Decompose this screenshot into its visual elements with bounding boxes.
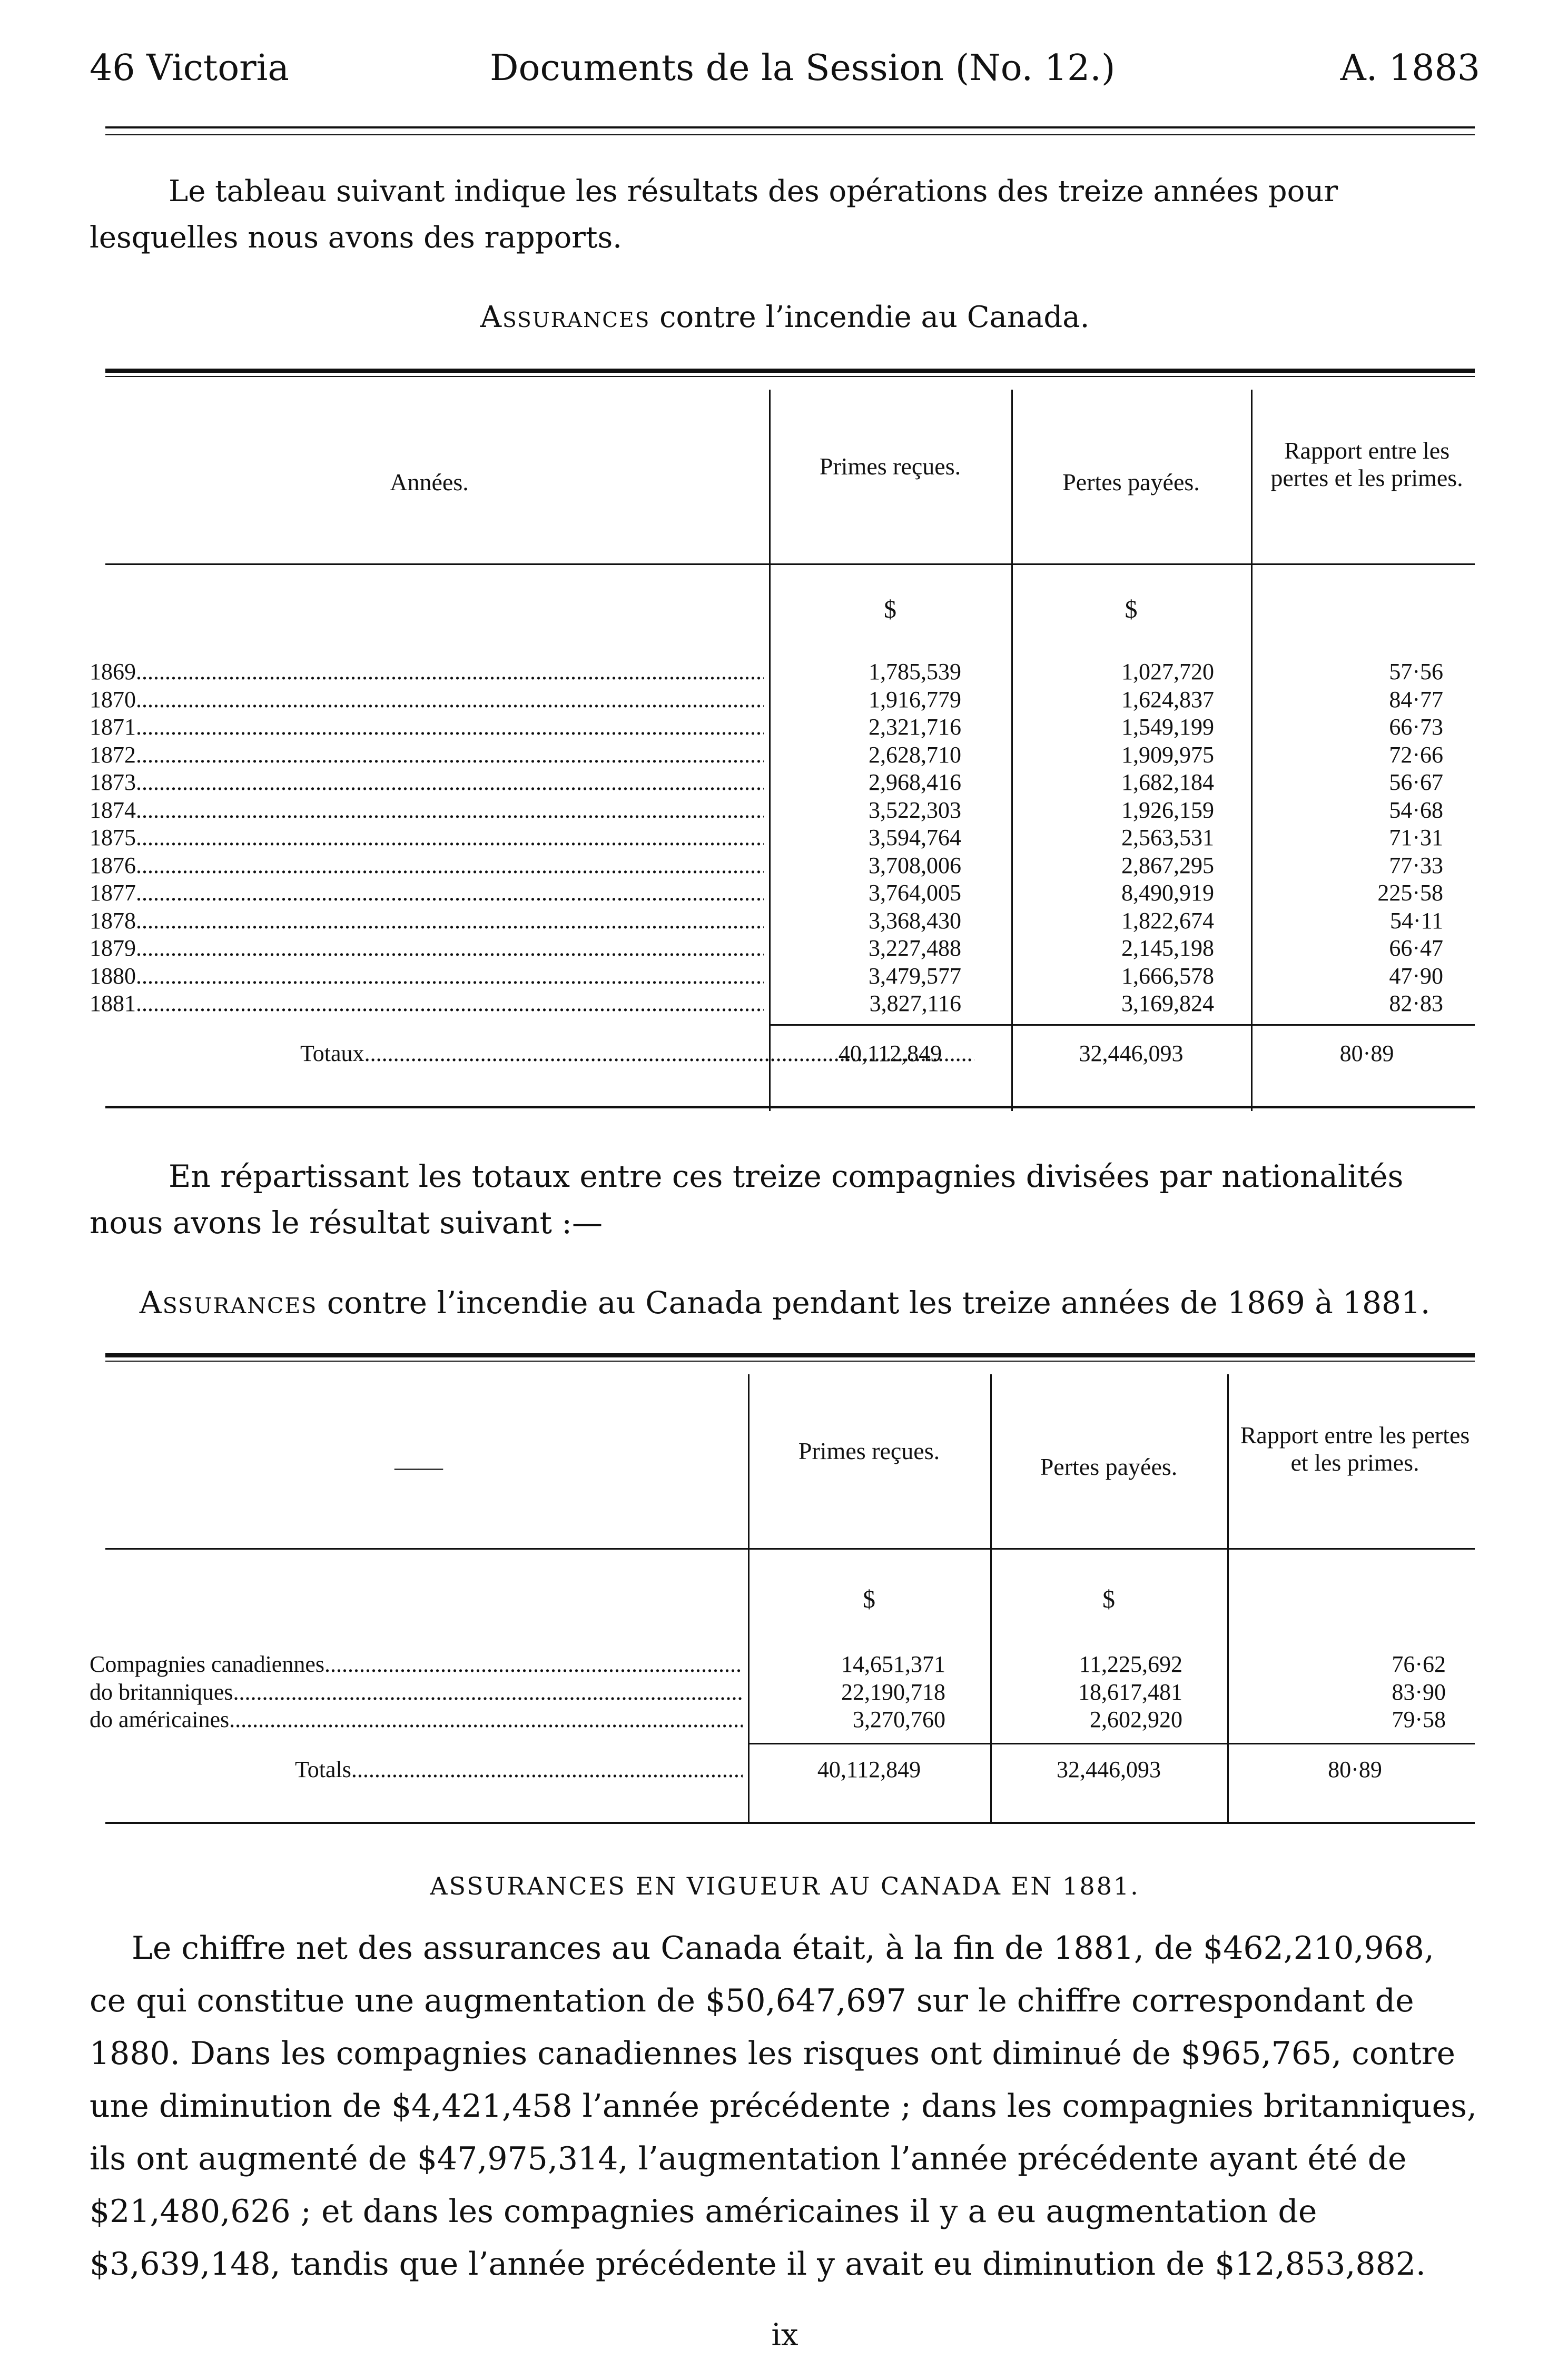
table2-row-label: do britanniques <box>90 1679 233 1705</box>
table1-cell-primes: 2,321,716 <box>869 714 961 740</box>
table2-bottom-rule <box>105 1822 1475 1824</box>
table1-unit-pertes: $ <box>1125 596 1138 623</box>
header-session-left: 46 Victoria <box>90 47 289 89</box>
table1-cell-primes: 1,916,779 <box>869 686 961 712</box>
table-by-nationality <box>90 1353 1480 1827</box>
table1-row-label: 1881 <box>90 990 136 1016</box>
table1-header-years: Années. <box>390 469 469 495</box>
final-paragraph <box>90 1922 1480 2290</box>
table2-header-rapport: Rapport entre les pertes et les primes. <box>1240 1422 1470 1476</box>
intro-text: Le tableau suivant indique les résultats des opérations des treize années pour lesquelles nous avons des rapports. <box>90 174 1338 255</box>
table2-caption-sc: Assurances <box>139 1285 318 1321</box>
table2-cell-rapport: 76·62 <box>1392 1651 1446 1677</box>
table2-top-rule-thin <box>105 1361 1475 1362</box>
table1-caption-rest: contre l’incendie au Canada. <box>659 300 1090 334</box>
table1-row <box>90 686 1480 713</box>
table2-cell-pertes: 11,225,692 <box>1079 1651 1182 1677</box>
table1-row <box>90 907 1480 935</box>
table1-cell-primes: 2,628,710 <box>869 741 961 768</box>
table1-cell-rapport: 84·77 <box>1389 686 1443 712</box>
table2-cell-primes: 22,190,718 <box>841 1679 945 1705</box>
table1-row-label: 1879 <box>90 935 136 961</box>
table1-row-label: 1871 <box>90 714 136 740</box>
table2-row <box>90 1679 1480 1706</box>
final-text: Le chiffre net des assurances au Canada était, à la fin de 1881, de $462,210,968, ce qui constitue une augmentation de $50,647,697 sur le chiffre correspondant de 1880. Dans les compagnies canadiennes les risques ont diminué de $965,765, contre une diminution de $4,421,458 l’année précédente ; dans les compagnies britanniques, ils ont augmenté de $47,975,314, l’augmentation l’année précédente ayant été de $21,480,626 ; et dans les compagnies américaines il y a eu augmentation de $3,639,148, tandis que l’année précédente il y avait eu diminution de $12,853,882. <box>90 1930 1477 2283</box>
table1-row-label: 1878 <box>90 907 136 934</box>
table1-row <box>90 879 1480 907</box>
table1-total-label: Totaux <box>300 1040 364 1066</box>
table1-cell-pertes: 1,624,837 <box>1121 686 1214 712</box>
table1-row-label: 1876 <box>90 852 136 878</box>
table2-header-primes: Primes reçues. <box>798 1437 940 1464</box>
table1-row-label: 1874 <box>90 797 136 823</box>
table2-cell-rapport: 79·58 <box>1392 1707 1446 1732</box>
table1-cell-primes: 3,827,116 <box>869 990 961 1016</box>
table1-cell-pertes: 2,867,295 <box>1121 852 1214 878</box>
header-rule <box>105 126 1475 128</box>
table1-top-rule-thin <box>105 376 1475 377</box>
table2-caption <box>90 1285 1480 1321</box>
table2-unit-pertes: $ <box>1102 1585 1115 1613</box>
table1-row <box>90 769 1480 796</box>
document-page <box>90 0 1480 2380</box>
table1-cell-rapport: 66·47 <box>1389 935 1443 961</box>
table1-row <box>90 935 1480 962</box>
table1-cell-pertes: 8,490,919 <box>1121 880 1214 906</box>
table-annual-results <box>90 369 1480 1132</box>
table1-cell-primes: 3,368,430 <box>869 907 961 934</box>
table1-cell-pertes: 1,027,720 <box>1121 659 1214 685</box>
table1-cell-rapport: 47·90 <box>1389 963 1443 989</box>
table1-cell-pertes: 1,666,578 <box>1121 963 1214 989</box>
table1-cell-primes: 3,479,577 <box>869 963 961 989</box>
table1-cell-rapport: 72·66 <box>1389 741 1443 768</box>
table2-total-row <box>90 1756 1480 1783</box>
table1-cell-rapport: 57·56 <box>1389 659 1443 685</box>
table1-row-label: 1875 <box>90 825 136 850</box>
table2-col-divider-2 <box>990 1374 992 1822</box>
table1-cell-pertes: 2,145,198 <box>1121 935 1214 961</box>
table1-cell-rapport: 77·33 <box>1389 852 1443 878</box>
section-title: ASSURANCES EN VIGUEUR AU CANADA EN 1881. <box>430 1872 1140 1900</box>
table2-total-primes: 40,112,849 <box>817 1757 921 1782</box>
table1-cell-primes: 3,522,303 <box>869 797 961 823</box>
table1-cell-rapport: 54·68 <box>1389 797 1443 823</box>
table1-cell-primes: 3,764,005 <box>869 880 961 906</box>
table1-cell-pertes: 1,549,199 <box>1121 714 1214 740</box>
table1-header-primes: Primes reçues. <box>819 453 961 480</box>
table2-total-rapport: 80·89 <box>1328 1757 1382 1782</box>
table1-row-label: 1872 <box>90 741 136 768</box>
table1-cell-rapport: 56·67 <box>1389 769 1443 795</box>
table2-col-divider-3 <box>1227 1374 1229 1822</box>
middle-paragraph <box>90 1153 1480 1246</box>
running-header <box>90 47 1480 95</box>
table1-cell-pertes: 3,169,824 <box>1121 990 1214 1016</box>
table2-header-rule <box>105 1548 1475 1550</box>
table1-cell-pertes: 1,909,975 <box>1121 741 1214 768</box>
table1-caption-sc: Assurances <box>480 300 650 334</box>
table1-cell-rapport: 82·83 <box>1389 990 1443 1016</box>
table1-cell-primes: 3,708,006 <box>869 852 961 878</box>
page-number: ix <box>771 2317 798 2353</box>
table1-cell-primes: 2,968,416 <box>869 769 961 795</box>
table2-total-label: Totals <box>295 1757 351 1782</box>
table1-row <box>90 797 1480 824</box>
middle-text: En répartissant les totaux entre ces treize compagnies divisées par nationalités nous avons le résultat suivant :— <box>90 1158 1404 1241</box>
table2-header-pertes: Pertes payées. <box>1040 1453 1178 1480</box>
table1-cell-primes: 3,227,488 <box>869 935 961 961</box>
table1-cell-primes: 3,594,764 <box>869 825 961 850</box>
table2-unit-primes: $ <box>863 1585 875 1613</box>
table1-header-rule <box>105 563 1475 565</box>
table1-total-primes: 40,112,849 <box>838 1040 942 1066</box>
table2-total-pertes: 32,446,093 <box>1057 1757 1161 1782</box>
table2-caption-rest: contre l’incendie au Canada pendant les treize années de 1869 à 1881. <box>327 1285 1431 1321</box>
table2-top-rule <box>105 1353 1475 1357</box>
intro-paragraph <box>90 168 1480 261</box>
table1-header-rapport: Rapport entre les pertes et les primes. <box>1270 437 1463 491</box>
table2-cell-pertes: 2,602,920 <box>1090 1707 1182 1732</box>
table1-row <box>90 990 1480 1017</box>
table2-row <box>90 1706 1480 1733</box>
table1-bottom-rule <box>105 1106 1475 1108</box>
table1-row <box>90 824 1480 851</box>
table1-cell-pertes: 1,822,674 <box>1121 907 1214 934</box>
table1-caption <box>90 300 1480 334</box>
table1-cell-rapport: 66·73 <box>1389 714 1443 740</box>
table2-col-divider-1 <box>748 1374 750 1822</box>
table1-row <box>90 658 1480 686</box>
table2-row-label: do américaines <box>90 1707 230 1732</box>
table1-top-rule <box>105 369 1475 373</box>
table2-row <box>90 1651 1480 1678</box>
table1-row-label: 1873 <box>90 769 136 795</box>
table2-cell-rapport: 83·90 <box>1392 1679 1446 1705</box>
table1-row <box>90 963 1480 990</box>
table2-total-rule <box>748 1743 1475 1744</box>
table1-cell-pertes: 1,926,159 <box>1121 797 1214 823</box>
table1-total-row <box>90 1040 1480 1067</box>
table1-cell-rapport: 54·11 <box>1389 907 1443 934</box>
table1-row <box>90 713 1480 741</box>
table1-cell-pertes: 1,682,184 <box>1121 769 1214 795</box>
table1-unit-primes: $ <box>884 596 896 623</box>
table1-cell-pertes: 2,563,531 <box>1121 825 1214 850</box>
header-year: A. 1883 <box>1340 47 1480 89</box>
table2-row-label: Compagnies canadiennes <box>90 1651 324 1677</box>
table2-cell-primes: 14,651,371 <box>841 1651 945 1677</box>
table1-row <box>90 741 1480 769</box>
table2-cell-primes: 3,270,760 <box>853 1707 945 1732</box>
table1-cell-rapport: 225·58 <box>1377 880 1443 906</box>
table1-header-pertes: Pertes payées. <box>1062 469 1200 495</box>
table1-total-rapport: 80·89 <box>1339 1040 1394 1066</box>
table1-cell-primes: 1,785,539 <box>869 659 961 685</box>
table1-row-label: 1880 <box>90 963 136 989</box>
table1-row-label: 1870 <box>90 686 136 712</box>
table1-row <box>90 852 1480 879</box>
table1-row-label: 1869 <box>90 659 136 685</box>
table1-total-pertes: 32,446,093 <box>1079 1040 1184 1066</box>
table1-cell-rapport: 71·31 <box>1389 825 1443 850</box>
header-rule-thin <box>105 134 1475 135</box>
table1-row-label: 1877 <box>90 880 136 906</box>
header-title: Documents de la Session (No. 12.) <box>490 47 1116 89</box>
table2-cell-pertes: 18,617,481 <box>1078 1679 1182 1705</box>
table1-total-rule <box>769 1024 1475 1026</box>
table2-header-dash: —— <box>395 1453 443 1480</box>
